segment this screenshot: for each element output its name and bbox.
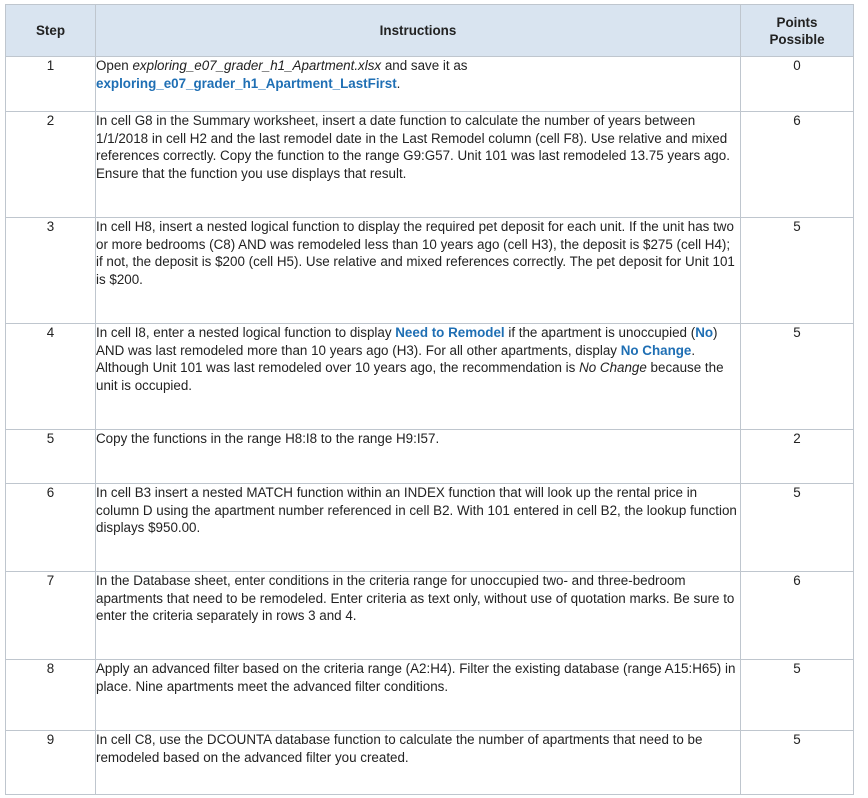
instruction-text: In cell H8, insert a nested logical function to display the required pet deposit for each unit. If the unit has two or more bedrooms (C8) AND was remodeled less than 10 years ago (cell H3), the deposit is $275 (cell H4); if not, the deposit is $200 (cell H5). Use relative and mixed references correctly. The pet deposit for Unit 101 is $200.: [96, 219, 735, 287]
header-instructions: Instructions: [96, 5, 741, 57]
header-points-possible: [741, 5, 854, 57]
points-possible: 6: [741, 112, 854, 218]
instruction-text: Apply an advanced filter based on the criteria range (A2:H4). Filter the existing database (range A15:H65) in place. Nine apartments meet the advanced filter conditions.: [96, 661, 736, 694]
table-row: [6, 57, 854, 112]
table-row: [6, 660, 854, 731]
step-instructions: [96, 57, 741, 112]
step-number: 1: [6, 57, 96, 112]
instruction-text: . Although Unit 101 was last remodeled over 10 years ago, the recommendation is: [96, 342, 696, 375]
table-row: [6, 572, 854, 660]
points-possible: 5: [741, 660, 854, 731]
step-instructions: [96, 112, 741, 218]
header-points-line2: Possible: [769, 31, 825, 47]
instruction-text: if the apartment is unoccupied (: [504, 325, 696, 340]
table-row: [6, 112, 854, 218]
points-possible: 5: [741, 218, 854, 324]
step-instructions: [96, 324, 741, 430]
points-possible: 5: [741, 484, 854, 572]
instruction-text: In cell G8 in the Summary worksheet, insert a date function to calculate the number of years between 1/1/2018 in cell H2 and the last remodel date in the Last Remodel column (cell F8). Use relative and mixed references correctly. Copy the function to the range G9:G57. Unit 101 was last remodeled 13.75 years ago. Ensure that the function you use displays that result.: [96, 113, 730, 181]
instruction-text: In the Database sheet, enter conditions in the criteria range for unoccupied two- and three-bedroom apartments that need to be remodeled. Enter criteria as text only, without use of quotation marks. Be sure to enter the criteria separately in rows 3 and 4.: [96, 573, 735, 623]
points-possible: 2: [741, 430, 854, 484]
step-number: 7: [6, 572, 96, 660]
header-points-line1: Points: [776, 14, 818, 30]
step-number: 9: [6, 731, 96, 795]
table-row: [6, 484, 854, 572]
instruction-text: In cell C8, use the DCOUNTA database function to calculate the number of apartments that need to be remodeled based on the advanced filter you created.: [96, 732, 703, 765]
instruction-text: Open: [96, 58, 133, 73]
step-instructions: [96, 660, 741, 731]
step-instructions: [96, 572, 741, 660]
step-number: 6: [6, 484, 96, 572]
table-header-row: [6, 5, 854, 57]
step-instructions: [96, 218, 741, 324]
grader-steps-table: [5, 4, 854, 795]
step-number: 8: [6, 660, 96, 731]
instruction-text: .: [396, 75, 401, 91]
points-possible: 6: [741, 572, 854, 660]
instruction-text: ) AND was last remodeled more than 10 years ago (H3). For all other apartments, display: [96, 325, 718, 358]
highlighted-text: No Change: [620, 342, 692, 358]
step-instructions: [96, 430, 741, 484]
instruction-text: Copy the functions in the range H8:I8 to the range H9:I57.: [96, 431, 440, 446]
table-row: [6, 218, 854, 324]
step-number: 2: [6, 112, 96, 218]
instruction-text: because the unit is occupied.: [96, 360, 724, 393]
step-instructions: [96, 484, 741, 572]
points-possible: 0: [741, 57, 854, 112]
table-row: [6, 430, 854, 484]
italic-text: No Change: [579, 360, 647, 375]
table-row: [6, 731, 854, 795]
instruction-text: In cell I8, enter a nested logical function to display: [96, 325, 396, 340]
instruction-text: In cell B3 insert a nested MATCH function within an INDEX function that will look up the rental price in column D using the apartment number referenced in cell B2. With 101 entered in cell B2, the lookup function displays $950.00.: [96, 485, 737, 535]
step-number: 4: [6, 324, 96, 430]
italic-text: exploring_e07_grader_h1_Apartment.xlsx: [132, 58, 382, 73]
step-instructions: [96, 731, 741, 795]
step-number: 3: [6, 218, 96, 324]
table-row: [6, 324, 854, 430]
highlighted-text: No: [695, 325, 714, 340]
step-number: 5: [6, 430, 96, 484]
highlighted-text: exploring_e07_grader_h1_Apartment_LastFirst: [96, 75, 397, 91]
instruction-text: and save it as: [381, 58, 468, 73]
header-step: Step: [6, 5, 96, 57]
points-possible: 5: [741, 731, 854, 795]
points-possible: 5: [741, 324, 854, 430]
highlighted-text: Need to Remodel: [395, 325, 505, 340]
